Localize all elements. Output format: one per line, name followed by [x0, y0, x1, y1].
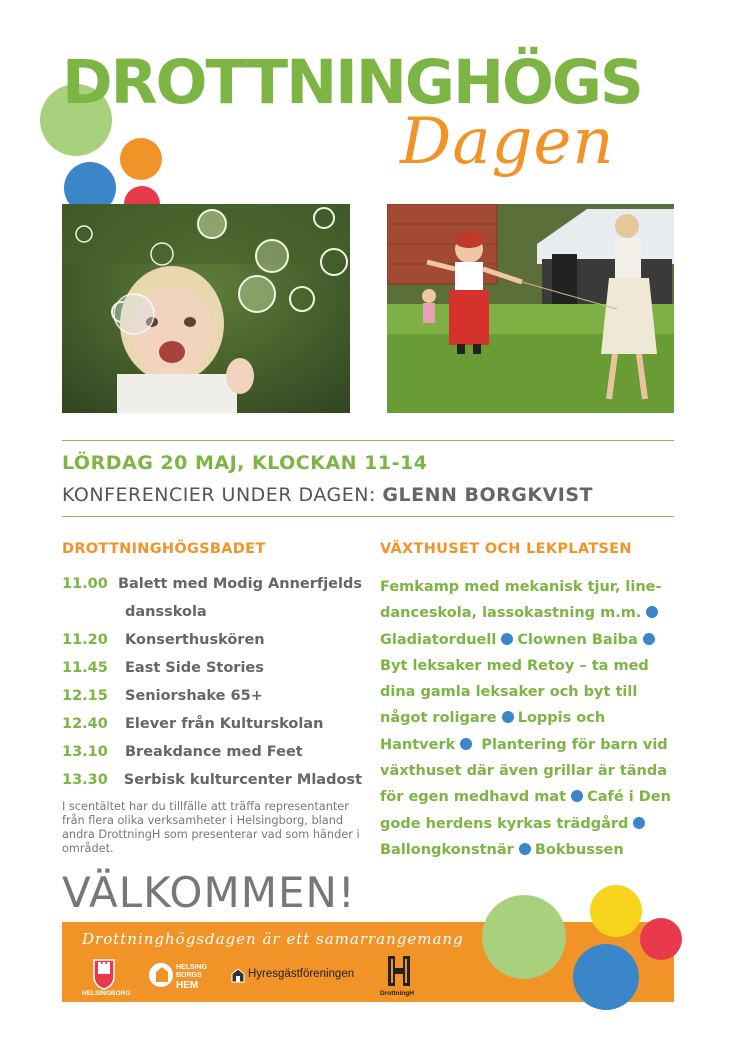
drottningh-logo-text: DrottningH	[380, 990, 414, 997]
divider-bottom	[62, 516, 674, 517]
activities-intro: Femkamp med mekanisk tjur, line-danceskola, lassokastning m.m.	[380, 579, 662, 622]
schedule-time: 12.15	[62, 688, 108, 704]
page-subtitle: Dagen	[400, 105, 615, 179]
bullet-dot-icon	[633, 817, 645, 829]
h-letter-icon	[384, 954, 414, 988]
schedule-time: 11.20	[62, 632, 108, 648]
activity-item: Byt leksaker med Retoy – ta med dina gamla leksaker och byt till något roligare	[380, 657, 649, 727]
hem-line1: HELSING	[176, 964, 208, 971]
decor-circle-red-bottom	[640, 918, 682, 960]
schedule-time	[62, 598, 125, 626]
decor-circle-lightgreen	[482, 895, 566, 979]
activity-item: Café i Den gode herdens kyrkas trädgård	[380, 789, 671, 832]
helsingborg-logo-text: HELSINGBORG	[82, 990, 131, 997]
schedule-time: 13.10	[62, 744, 108, 760]
schedule-row	[62, 710, 362, 738]
host-name: GLENN BORGKVIST	[382, 484, 594, 506]
schedule-event: Breakdance med Feet	[125, 744, 303, 760]
welcome-text: VÄLKOMMEN!	[62, 868, 356, 917]
event-date: LÖRDAG 20 MAJ, KLOCKAN 11-14	[62, 452, 428, 474]
photo-child-bubbles	[62, 204, 350, 413]
hem-line2: BORGS	[176, 972, 202, 979]
bullet-dot-icon	[502, 711, 514, 723]
schedule-row	[62, 738, 362, 766]
schedule-row	[62, 570, 362, 598]
bullet-dot-icon	[571, 790, 583, 802]
schedule-time: 12.40	[62, 716, 108, 732]
schedule-event: Konserthuskören	[125, 632, 265, 648]
sponsor-band-text: Drottninghögsdagen är ett samarrangemang	[82, 930, 464, 948]
activity-item: Gladiatorduell	[380, 631, 497, 648]
schedule-event: Seniorshake 65+	[125, 688, 263, 704]
schedule-event: Serbisk kulturcenter Mladost	[123, 772, 362, 788]
house-hem-icon	[148, 958, 174, 992]
decor-circle-orange	[120, 138, 162, 180]
schedule-list	[62, 570, 362, 794]
schedule-event: East Side Stories	[125, 660, 264, 676]
hyres-house-icon	[230, 968, 246, 984]
activity-item: Ballongkonstnär	[380, 841, 514, 858]
activity-item: Plantering för barn vid växthuset där även grillar är tända för egen medhavd mat	[380, 736, 668, 806]
helsingborgshem-logo	[148, 954, 218, 1000]
schedule-time: 11.00	[62, 576, 108, 592]
castle-crest-icon	[84, 956, 124, 990]
schedule-row	[62, 654, 362, 682]
photo-clown-girl	[387, 204, 674, 413]
schedule-row	[62, 766, 362, 794]
schedule-row	[62, 682, 362, 710]
drottningh-logo	[380, 954, 420, 1000]
schedule-event: Elever från Kulturskolan	[125, 716, 324, 732]
schedule-event: Balett med Modig Annerfjelds	[117, 576, 362, 592]
decor-circle-blue-bottom	[573, 944, 639, 1010]
decor-circle-yellow	[590, 885, 642, 937]
activity-item: Clownen Baiba	[517, 631, 638, 648]
helsingborg-logo	[82, 956, 131, 1000]
schedule-row	[62, 598, 362, 626]
schedule-event: dansskola	[125, 604, 207, 620]
right-column-heading: VÄXTHUSET OCH LEKPLATSEN	[380, 541, 632, 557]
bullet-dot-icon	[643, 633, 655, 645]
bullet-dot-icon	[646, 606, 658, 618]
host-prefix: KONFERENCIER UNDER DAGEN:	[62, 484, 376, 506]
schedule-time: 13.30	[62, 772, 108, 788]
bullet-dot-icon	[519, 843, 531, 855]
divider-top	[62, 440, 674, 441]
schedule-row	[62, 626, 362, 654]
schedule-time: 11.45	[62, 660, 108, 676]
event-host	[62, 484, 593, 506]
stage-tent-note: I scentältet har du tillfälle att träffa representanter från flera olika verksamheter i Helsingborg, bland andra DrottningH som presenterar vad som händer i området.	[62, 800, 360, 855]
bullet-dot-icon	[460, 738, 472, 750]
activities-list	[380, 574, 680, 863]
hyres-logo-text: Hyresgästföreningen	[248, 968, 355, 980]
page-title: DROTTNINGHÖGS	[62, 47, 642, 118]
hyresgastforeningen-logo	[230, 966, 370, 990]
hem-line3: HEM	[176, 980, 199, 991]
activity-item: Loppis och Hantverk	[380, 710, 606, 753]
activity-item: Bokbussen	[534, 841, 624, 858]
left-column-heading: DROTTNINGHÖGSBADET	[62, 541, 266, 557]
bullet-dot-icon	[501, 633, 513, 645]
